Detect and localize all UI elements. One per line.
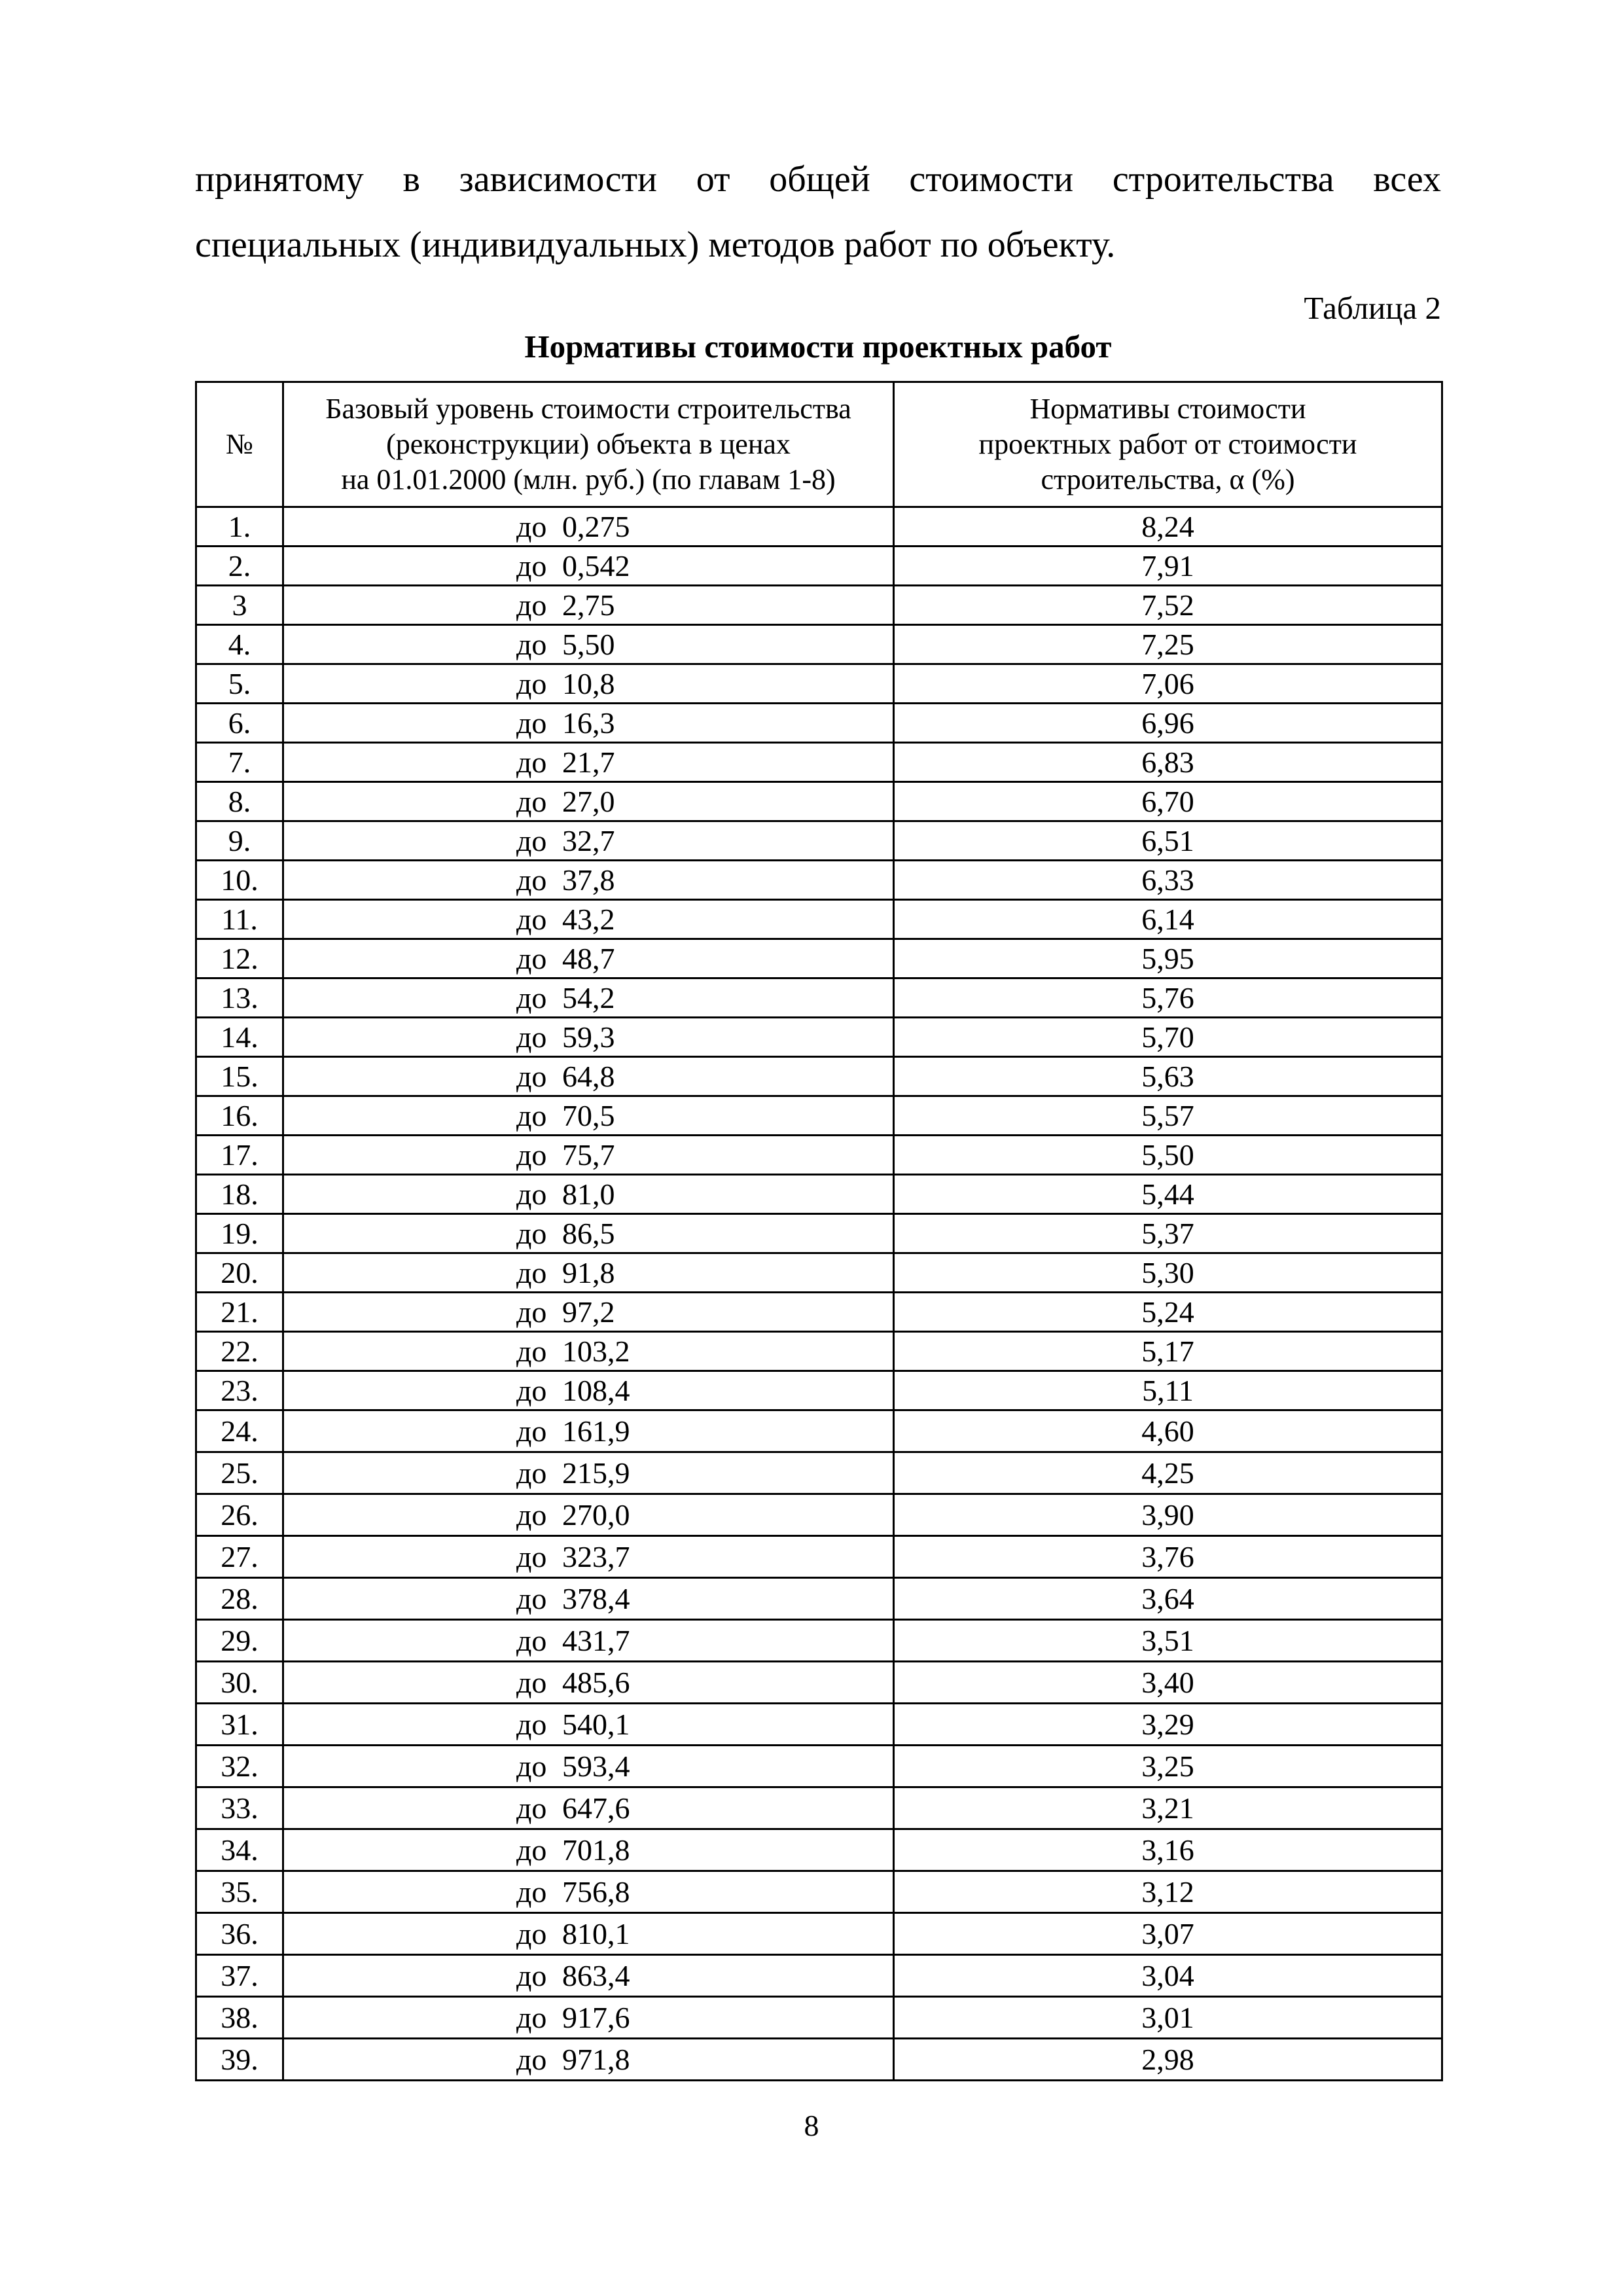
row-base-value: 86,5 xyxy=(562,1216,615,1250)
row-base-prefix: до xyxy=(516,1623,547,1657)
table-row xyxy=(196,664,1442,704)
table-row xyxy=(196,1018,1442,1057)
row-norm-value: 7,91 xyxy=(894,547,1442,586)
row-base-prefix: до xyxy=(516,1874,547,1909)
header-norm-line-1: Нормативы стоимости xyxy=(1029,393,1306,425)
table-row xyxy=(196,1536,1442,1578)
table-row xyxy=(196,1096,1442,1136)
row-base-prefix: до xyxy=(516,941,547,975)
row-number: 28. xyxy=(196,1578,283,1620)
row-base-cost xyxy=(283,743,894,782)
row-number: 35. xyxy=(196,1871,283,1913)
row-norm-value: 5,70 xyxy=(894,1018,1442,1057)
row-norm-value: 3,04 xyxy=(894,1955,1442,1997)
row-base-cost xyxy=(283,1018,894,1057)
row-norm-value: 5,44 xyxy=(894,1175,1442,1214)
row-number: 27. xyxy=(196,1536,283,1578)
row-number: 15. xyxy=(196,1057,283,1096)
row-base-value: 161,9 xyxy=(562,1414,630,1448)
row-base-cost xyxy=(283,1536,894,1578)
row-norm-value: 6,14 xyxy=(894,900,1442,939)
row-base-value: 5,50 xyxy=(562,627,615,661)
row-number: 14. xyxy=(196,1018,283,1057)
row-norm-value: 3,21 xyxy=(894,1787,1442,1829)
row-base-prefix: до xyxy=(516,784,547,818)
table-row xyxy=(196,1253,1442,1293)
row-base-value: 91,8 xyxy=(562,1255,615,1289)
row-base-value: 215,9 xyxy=(562,1456,630,1490)
row-number: 24. xyxy=(196,1410,283,1452)
row-base-cost xyxy=(283,547,894,586)
row-base-value: 917,6 xyxy=(562,2000,630,2034)
row-number: 13. xyxy=(196,978,283,1018)
table-row xyxy=(196,1620,1442,1662)
table-title: Нормативы стоимости проектных работ xyxy=(524,329,1112,365)
table-row xyxy=(196,507,1442,547)
row-base-cost xyxy=(283,507,894,547)
header-base-line-2: (реконструкции) объекта в ценах xyxy=(386,428,791,460)
row-base-prefix: до xyxy=(516,980,547,1014)
row-base-cost xyxy=(283,1871,894,1913)
table-row xyxy=(196,900,1442,939)
row-number: 34. xyxy=(196,1829,283,1871)
row-norm-value: 3,76 xyxy=(894,1536,1442,1578)
row-base-value: 810,1 xyxy=(562,1916,630,1950)
row-base-cost xyxy=(283,586,894,625)
row-number: 39. xyxy=(196,2039,283,2081)
row-norm-value: 7,52 xyxy=(894,586,1442,625)
row-number: 23. xyxy=(196,1371,283,1410)
table-row xyxy=(196,1871,1442,1913)
row-base-prefix: до xyxy=(516,1414,547,1448)
row-number: 20. xyxy=(196,1253,283,1293)
row-base-value: 756,8 xyxy=(562,1874,630,1909)
row-base-value: 64,8 xyxy=(562,1059,615,1093)
row-base-value: 70,5 xyxy=(562,1098,615,1132)
row-base-prefix: до xyxy=(516,863,547,897)
table-row xyxy=(196,2039,1442,2081)
row-base-prefix: до xyxy=(516,627,547,661)
row-base-cost xyxy=(283,1913,894,1955)
row-base-value: 323,7 xyxy=(562,1539,630,1573)
row-number: 30. xyxy=(196,1662,283,1704)
row-base-cost xyxy=(283,1997,894,2039)
table-row xyxy=(196,1704,1442,1746)
row-base-value: 108,4 xyxy=(562,1373,630,1407)
row-norm-value: 6,96 xyxy=(894,704,1442,743)
header-base-line-3: на 01.01.2000 (млн. руб.) (по главам 1-8) xyxy=(341,463,836,495)
row-number: 38. xyxy=(196,1997,283,2039)
row-base-cost xyxy=(283,821,894,861)
row-base-cost xyxy=(283,1829,894,1871)
row-number: 2. xyxy=(196,547,283,586)
row-norm-value: 6,83 xyxy=(894,743,1442,782)
row-number: 36. xyxy=(196,1913,283,1955)
table-row xyxy=(196,1787,1442,1829)
row-base-value: 103,2 xyxy=(562,1334,630,1368)
row-base-prefix: до xyxy=(516,1373,547,1407)
row-base-prefix: до xyxy=(516,1020,547,1054)
row-norm-value: 6,70 xyxy=(894,782,1442,821)
row-base-prefix: до xyxy=(516,1138,547,1172)
row-norm-value: 3,07 xyxy=(894,1913,1442,1955)
table-row xyxy=(196,704,1442,743)
row-norm-value: 5,37 xyxy=(894,1214,1442,1253)
row-base-value: 431,7 xyxy=(562,1623,630,1657)
row-norm-value: 5,17 xyxy=(894,1332,1442,1371)
row-norm-value: 2,98 xyxy=(894,2039,1442,2081)
row-base-prefix: до xyxy=(516,1665,547,1699)
row-base-cost xyxy=(283,1136,894,1175)
header-base-cost xyxy=(283,382,894,507)
row-number: 22. xyxy=(196,1332,283,1371)
row-norm-value: 5,30 xyxy=(894,1253,1442,1293)
row-base-prefix: до xyxy=(516,1581,547,1615)
row-base-prefix: до xyxy=(516,1916,547,1950)
row-number: 37. xyxy=(196,1955,283,1997)
header-norm xyxy=(894,382,1442,507)
row-base-cost xyxy=(283,625,894,664)
table-row xyxy=(196,1332,1442,1371)
row-norm-value: 3,90 xyxy=(894,1494,1442,1536)
row-number: 29. xyxy=(196,1620,283,1662)
table-row xyxy=(196,1913,1442,1955)
table-header-row xyxy=(196,382,1442,507)
table-row xyxy=(196,743,1442,782)
row-number: 17. xyxy=(196,1136,283,1175)
row-base-cost xyxy=(283,1955,894,1997)
table-row xyxy=(196,1662,1442,1704)
row-number: 11. xyxy=(196,900,283,939)
row-base-cost xyxy=(283,1332,894,1371)
row-base-cost xyxy=(283,2039,894,2081)
row-norm-value: 3,29 xyxy=(894,1704,1442,1746)
row-number: 19. xyxy=(196,1214,283,1253)
row-base-cost xyxy=(283,861,894,900)
row-base-cost xyxy=(283,1410,894,1452)
row-base-cost xyxy=(283,1214,894,1253)
row-norm-value: 5,63 xyxy=(894,1057,1442,1096)
row-base-cost xyxy=(283,939,894,978)
row-base-value: 27,0 xyxy=(562,784,615,818)
table-row xyxy=(196,1997,1442,2039)
row-base-value: 32,7 xyxy=(562,823,615,857)
row-number: 18. xyxy=(196,1175,283,1214)
row-base-value: 0,542 xyxy=(562,548,630,583)
row-number: 32. xyxy=(196,1746,283,1787)
row-norm-value: 4,60 xyxy=(894,1410,1442,1452)
row-base-value: 701,8 xyxy=(562,1833,630,1867)
row-base-cost xyxy=(283,1662,894,1704)
header-number: № xyxy=(196,382,283,507)
row-norm-value: 7,25 xyxy=(894,625,1442,664)
row-norm-value: 7,06 xyxy=(894,664,1442,704)
row-base-value: 16,3 xyxy=(562,706,615,740)
row-number: 33. xyxy=(196,1787,283,1829)
row-base-value: 97,2 xyxy=(562,1295,615,1329)
row-norm-value: 5,50 xyxy=(894,1136,1442,1175)
row-base-value: 10,8 xyxy=(562,666,615,700)
row-base-prefix: до xyxy=(516,1539,547,1573)
row-base-value: 540,1 xyxy=(562,1707,630,1741)
row-base-cost xyxy=(283,782,894,821)
row-norm-value: 3,64 xyxy=(894,1578,1442,1620)
table-row xyxy=(196,586,1442,625)
row-base-prefix: до xyxy=(516,745,547,779)
row-norm-value: 5,76 xyxy=(894,978,1442,1018)
row-base-prefix: до xyxy=(516,1707,547,1741)
page-number: 8 xyxy=(804,2109,819,2142)
row-base-prefix: до xyxy=(516,588,547,622)
row-norm-value: 6,33 xyxy=(894,861,1442,900)
row-number: 16. xyxy=(196,1096,283,1136)
row-base-value: 81,0 xyxy=(562,1177,615,1211)
table-body xyxy=(196,507,1442,2081)
table-row xyxy=(196,1293,1442,1332)
row-base-cost xyxy=(283,978,894,1018)
row-base-prefix: до xyxy=(516,1098,547,1132)
table-row xyxy=(196,1494,1442,1536)
row-base-prefix: до xyxy=(516,1295,547,1329)
row-base-prefix: до xyxy=(516,2000,547,2034)
row-base-prefix: до xyxy=(516,1177,547,1211)
table-caption: Таблица 2 xyxy=(1304,290,1441,326)
table-row xyxy=(196,1955,1442,1997)
row-base-prefix: до xyxy=(516,1334,547,1368)
row-base-prefix: до xyxy=(516,1749,547,1783)
row-base-prefix: до xyxy=(516,823,547,857)
row-base-value: 21,7 xyxy=(562,745,615,779)
row-number: 6. xyxy=(196,704,283,743)
row-base-value: 971,8 xyxy=(562,2042,630,2076)
row-number: 26. xyxy=(196,1494,283,1536)
table-row xyxy=(196,782,1442,821)
row-base-prefix: до xyxy=(516,548,547,583)
row-base-cost xyxy=(283,1494,894,1536)
table-row xyxy=(196,1214,1442,1253)
table-row xyxy=(196,625,1442,664)
paragraph-line-1: принятому в зависимости от общей стоимости строительства всех xyxy=(195,159,1441,200)
row-number: 9. xyxy=(196,821,283,861)
row-base-prefix: до xyxy=(516,1958,547,1992)
row-base-value: 593,4 xyxy=(562,1749,630,1783)
header-base-line-1: Базовый уровень стоимости строительства xyxy=(325,393,851,425)
table-row xyxy=(196,1136,1442,1175)
row-norm-value: 3,51 xyxy=(894,1620,1442,1662)
row-base-cost xyxy=(283,1175,894,1214)
row-base-value: 378,4 xyxy=(562,1581,630,1615)
row-base-value: 43,2 xyxy=(562,902,615,936)
row-base-value: 37,8 xyxy=(562,863,615,897)
row-base-prefix: до xyxy=(516,1456,547,1490)
row-base-cost xyxy=(283,900,894,939)
row-base-prefix: до xyxy=(516,1255,547,1289)
table-row xyxy=(196,1829,1442,1871)
row-base-cost xyxy=(283,704,894,743)
row-norm-value: 5,24 xyxy=(894,1293,1442,1332)
row-base-cost xyxy=(283,1057,894,1096)
row-base-value: 647,6 xyxy=(562,1791,630,1825)
row-base-cost xyxy=(283,1293,894,1332)
table-row xyxy=(196,1057,1442,1096)
table-row xyxy=(196,547,1442,586)
row-base-cost xyxy=(283,1578,894,1620)
row-norm-value: 3,40 xyxy=(894,1662,1442,1704)
row-number: 12. xyxy=(196,939,283,978)
row-base-cost xyxy=(283,1096,894,1136)
row-norm-value: 3,16 xyxy=(894,1829,1442,1871)
row-base-cost xyxy=(283,1787,894,1829)
row-base-value: 2,75 xyxy=(562,588,615,622)
row-base-value: 485,6 xyxy=(562,1665,630,1699)
row-base-value: 75,7 xyxy=(562,1138,615,1172)
row-norm-value: 5,95 xyxy=(894,939,1442,978)
cost-norms-table xyxy=(195,381,1443,2081)
row-norm-value: 3,12 xyxy=(894,1871,1442,1913)
row-base-cost xyxy=(283,1620,894,1662)
row-base-prefix: до xyxy=(516,1059,547,1093)
row-base-value: 48,7 xyxy=(562,941,615,975)
row-number: 3 xyxy=(196,586,283,625)
row-norm-value: 5,57 xyxy=(894,1096,1442,1136)
table-row xyxy=(196,939,1442,978)
table-row xyxy=(196,1578,1442,1620)
row-norm-value: 6,51 xyxy=(894,821,1442,861)
row-base-cost xyxy=(283,664,894,704)
row-base-prefix: до xyxy=(516,902,547,936)
row-number: 8. xyxy=(196,782,283,821)
table-row xyxy=(196,1410,1442,1452)
row-base-value: 863,4 xyxy=(562,1958,630,1992)
row-base-value: 270,0 xyxy=(562,1498,630,1532)
row-base-prefix: до xyxy=(516,666,547,700)
row-base-value: 59,3 xyxy=(562,1020,615,1054)
row-number: 25. xyxy=(196,1452,283,1494)
row-number: 7. xyxy=(196,743,283,782)
row-base-cost xyxy=(283,1704,894,1746)
row-number: 5. xyxy=(196,664,283,704)
row-number: 4. xyxy=(196,625,283,664)
row-base-prefix: до xyxy=(516,706,547,740)
row-number: 1. xyxy=(196,507,283,547)
table-row xyxy=(196,1452,1442,1494)
row-norm-value: 4,25 xyxy=(894,1452,1442,1494)
row-base-cost xyxy=(283,1746,894,1787)
row-number: 21. xyxy=(196,1293,283,1332)
table-row xyxy=(196,1175,1442,1214)
paragraph-line-2: специальных (индивидуальных) методов работ по объекту. xyxy=(195,224,1116,265)
row-base-cost xyxy=(283,1371,894,1410)
row-norm-value: 3,25 xyxy=(894,1746,1442,1787)
row-base-prefix: до xyxy=(516,1791,547,1825)
table-row xyxy=(196,861,1442,900)
row-base-value: 54,2 xyxy=(562,980,615,1014)
table-row xyxy=(196,1746,1442,1787)
header-norm-line-2: проектных работ от стоимости xyxy=(978,428,1357,460)
row-base-cost xyxy=(283,1253,894,1293)
table-row xyxy=(196,978,1442,1018)
row-number: 31. xyxy=(196,1704,283,1746)
header-norm-line-3: строительства, α (%) xyxy=(1041,463,1295,495)
row-base-prefix: до xyxy=(516,2042,547,2076)
table-row xyxy=(196,1371,1442,1410)
row-base-cost xyxy=(283,1452,894,1494)
row-base-prefix: до xyxy=(516,509,547,543)
row-base-prefix: до xyxy=(516,1498,547,1532)
table-row xyxy=(196,821,1442,861)
row-base-prefix: до xyxy=(516,1216,547,1250)
row-norm-value: 5,11 xyxy=(894,1371,1442,1410)
row-base-value: 0,275 xyxy=(562,509,630,543)
row-norm-value: 3,01 xyxy=(894,1997,1442,2039)
row-norm-value: 8,24 xyxy=(894,507,1442,547)
row-number: 10. xyxy=(196,861,283,900)
row-base-prefix: до xyxy=(516,1833,547,1867)
